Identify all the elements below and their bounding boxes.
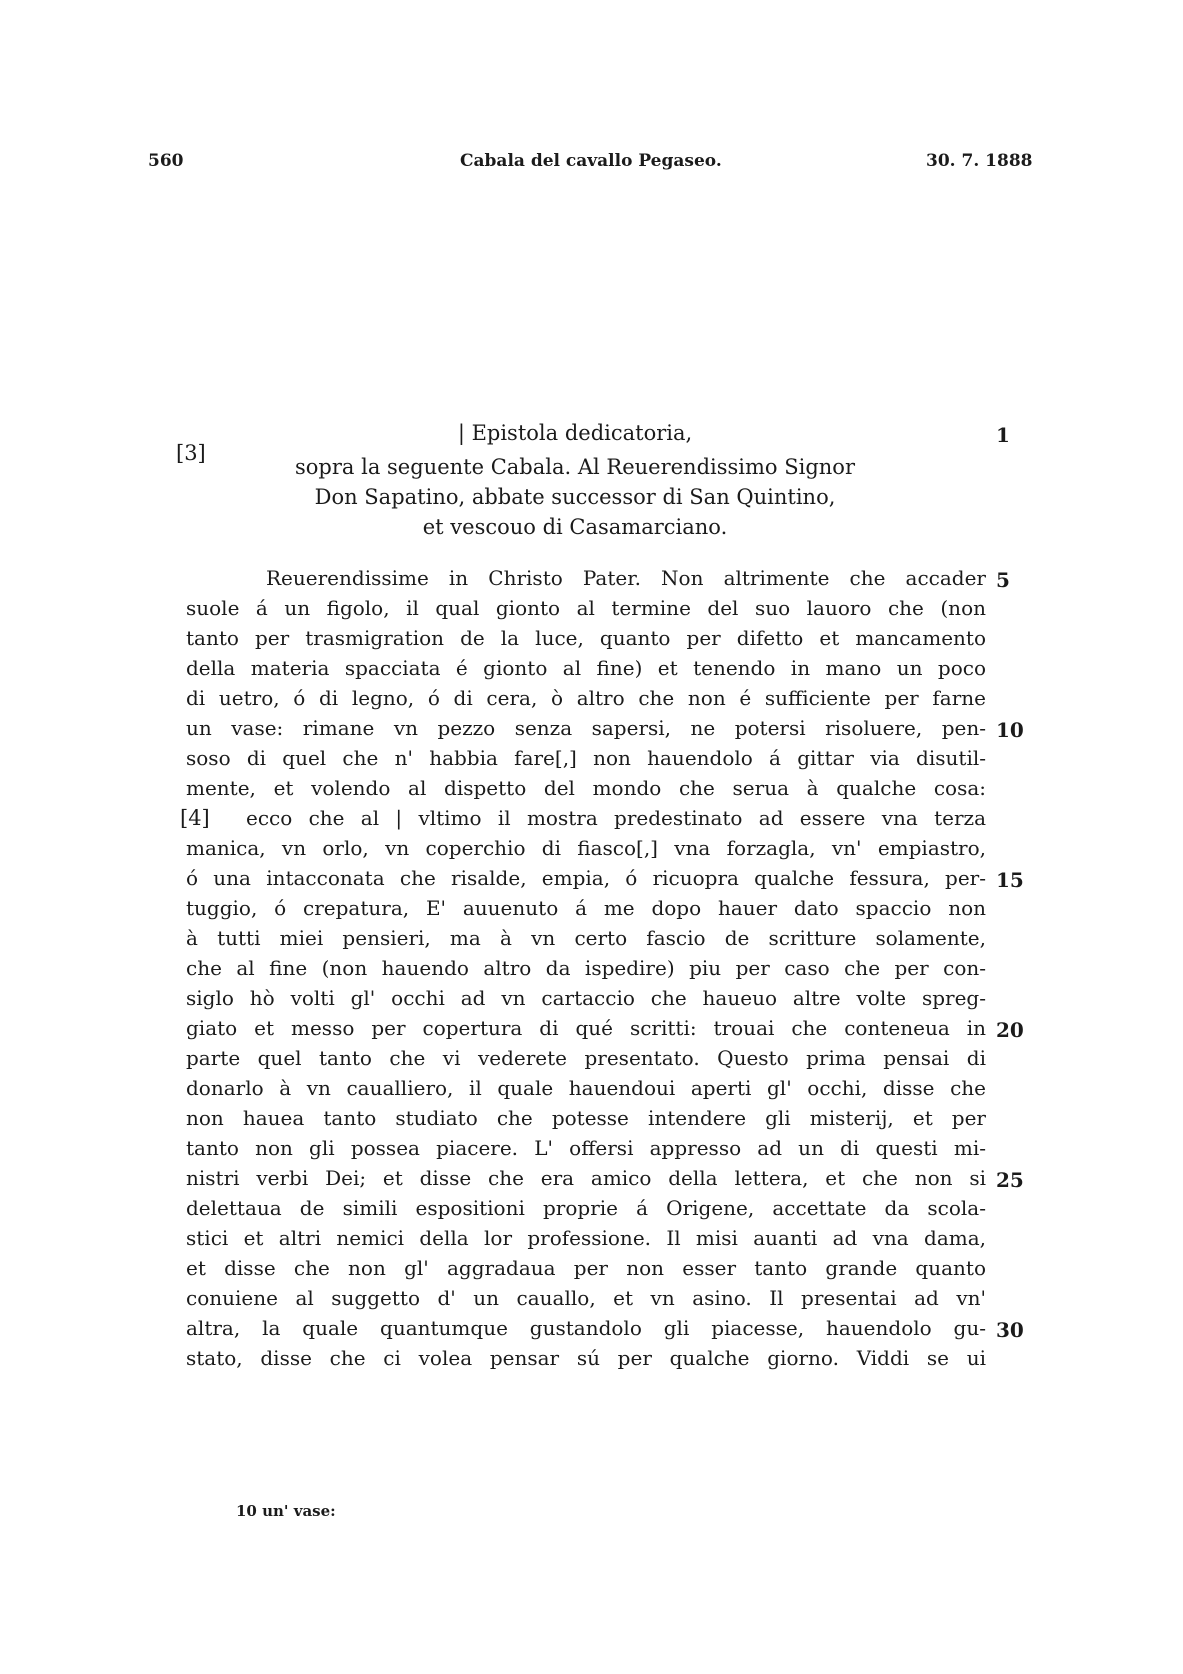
- running-head: Cabala del cavallo Pegaseo.: [460, 151, 722, 171]
- text-line: un vase: rimane vn pezzo senza sapersi, ne potersi risoluere, pen-: [186, 716, 986, 740]
- text-line: che al fine (non hauendo altro da ispedire) piu per caso che per con-: [186, 956, 986, 980]
- text-line: ó una intacconata che risalde, empia, ó ricuopra qualche fessura, per-: [186, 866, 986, 890]
- text-line: di uetro, ó di legno, ó di cera, ò altro che non é sufficiente per farne: [186, 686, 986, 710]
- line-number: 1: [996, 423, 1010, 447]
- text-line: donarlo à vn caualliero, il quale hauendoui aperti gl' occhi, disse che: [186, 1076, 986, 1100]
- text-line: nistri verbi Dei; et disse che era amico della lettera, et che non si: [186, 1166, 986, 1190]
- page-number: 560: [148, 151, 184, 171]
- text-line: parte quel tanto che vi vederete presentato. Questo prima pensai di: [186, 1046, 986, 1070]
- text-line: stato, disse che ci volea pensar sú per qualche giorno. Viddi se ui: [186, 1346, 986, 1370]
- dedication-title-line: sopra la seguente Cabala. Al Reuerendissimo Signor: [295, 455, 855, 479]
- text-line: altra, la quale quantumque gustandolo gli piacesse, hauendolo gu-: [186, 1316, 986, 1340]
- text-line: et disse che non gl' aggradaua per non esser tanto grande quanto: [186, 1256, 986, 1280]
- line-number: 25: [996, 1168, 1024, 1192]
- text-line: delettaua de simili espositioni proprie á Origene, accettate da scola-: [186, 1196, 986, 1220]
- dedication-title-line: | Epistola dedicatoria,: [457, 421, 693, 445]
- folio-marker: [4]: [180, 806, 210, 830]
- header-date: 30. 7. 1888: [926, 151, 1033, 171]
- text-line: manica, vn orlo, vn coperchio di fiasco[,] vna forzagla, vn' empiastro,: [186, 836, 986, 860]
- text-line: à tutti miei pensieri, ma à vn certo fascio de scritture solamente,: [186, 926, 986, 950]
- text-line: tanto per trasmigration de la luce, quanto per difetto et mancamento: [186, 626, 986, 650]
- text-line: stici et altri nemici della lor professione. Il misi auanti ad vna dama,: [186, 1226, 986, 1250]
- text-line: suole á un figolo, il qual gionto al termine del suo lauoro che (non: [186, 596, 986, 620]
- text-line: della materia spacciata é gionto al fine) et tenendo in mano un poco: [186, 656, 986, 680]
- critical-apparatus: 10 un' vase:: [236, 1502, 336, 1520]
- text-line: mente, et volendo al dispetto del mondo che serua à qualche cosa:: [186, 776, 986, 800]
- line-number: 10: [996, 718, 1024, 742]
- text-line: non hauea tanto studiato che potesse intendere gli misterij, et per: [186, 1106, 986, 1130]
- line-number: 15: [996, 868, 1024, 892]
- dedication-title-line: et vescouo di Casamarciano.: [422, 515, 728, 539]
- text-line: Reuerendissime in Christo Pater. Non altrimente che accader: [266, 566, 986, 590]
- text-line: conuiene al suggetto d' un cauallo, et vn asino. Il presentai ad vn': [186, 1286, 986, 1310]
- text-line: soso di quel che n' habbia fare[,] non hauendolo á gittar via disutil-: [186, 746, 986, 770]
- folio-marker: [3]: [176, 441, 206, 465]
- text-line: ecco che al | vltimo il mostra predestinato ad essere vna terza: [246, 806, 986, 830]
- text-line: giato et messo per copertura di qué scritti: trouai che conteneua in: [186, 1016, 986, 1040]
- text-line: siglo hò volti gl' occhi ad vn cartaccio che haueuo altre volte spreg-: [186, 986, 986, 1010]
- dedication-title-line: Don Sapatino, abbate successor di San Quintino,: [314, 485, 836, 509]
- text-line: tanto non gli possea piacere. L' offersi appresso ad un di questi mi-: [186, 1136, 986, 1160]
- line-number: 20: [996, 1018, 1024, 1042]
- line-number: 30: [996, 1318, 1024, 1342]
- line-number: 5: [996, 568, 1010, 592]
- text-line: tuggio, ó crepatura, E' auuenuto á me dopo hauer dato spaccio non: [186, 896, 986, 920]
